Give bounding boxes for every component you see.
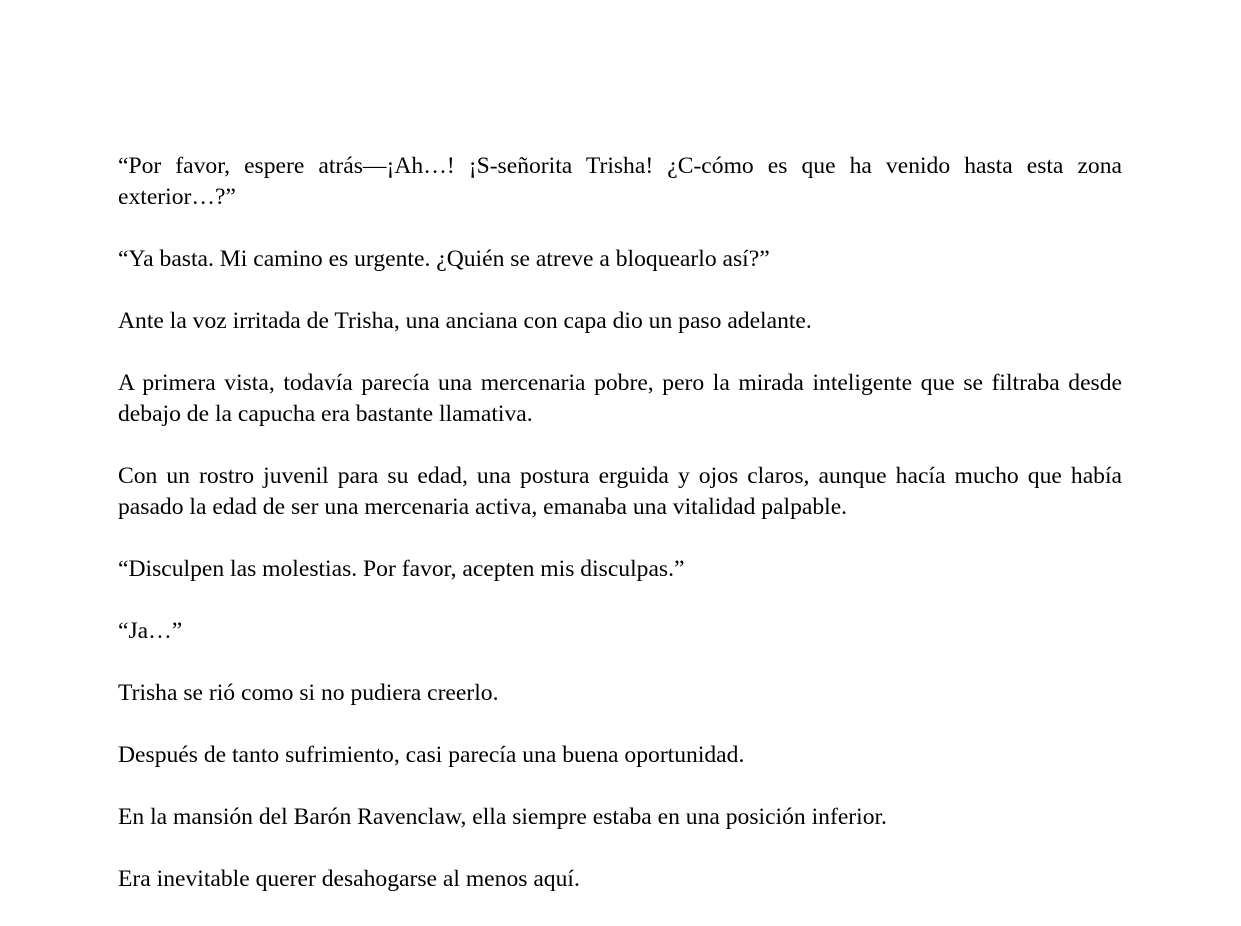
paragraph: “Por favor, espere atrás—¡Ah…! ¡S-señorita Trisha! ¿C-cómo es que ha venido hasta esta zona exterior…?” [118, 153, 1122, 210]
paragraph: Trisha se rió como si no pudiera creerlo. [118, 680, 499, 706]
paragraph: Con un rostro juvenil para su edad, una postura erguida y ojos claros, aunque hacía mucho que había pasado la edad de ser una mercenaria activa, emanaba una vitalidad palpable. [118, 463, 1122, 520]
paragraph: “Disculpen las molestias. Por favor, acepten mis disculpas.” [118, 556, 685, 582]
paragraph: “Ya basta. Mi camino es urgente. ¿Quién se atreve a bloquearlo así?” [118, 246, 770, 272]
paragraph: Era inevitable querer desahogarse al menos aquí. [118, 866, 580, 892]
paragraph: Después de tanto sufrimiento, casi parecía una buena oportunidad. [118, 742, 745, 768]
paragraph: Ante la voz irritada de Trisha, una anciana con capa dio un paso adelante. [118, 308, 812, 334]
paragraph: A primera vista, todavía parecía una mercenaria pobre, pero la mirada inteligente que se filtraba desde debajo de la capucha era bastante llamativa. [118, 370, 1122, 427]
document-text-body [118, 151, 1122, 926]
paragraph: En la mansión del Barón Ravenclaw, ella siempre estaba en una posición inferior. [118, 804, 887, 830]
paragraph: “Ja…” [118, 618, 183, 644]
